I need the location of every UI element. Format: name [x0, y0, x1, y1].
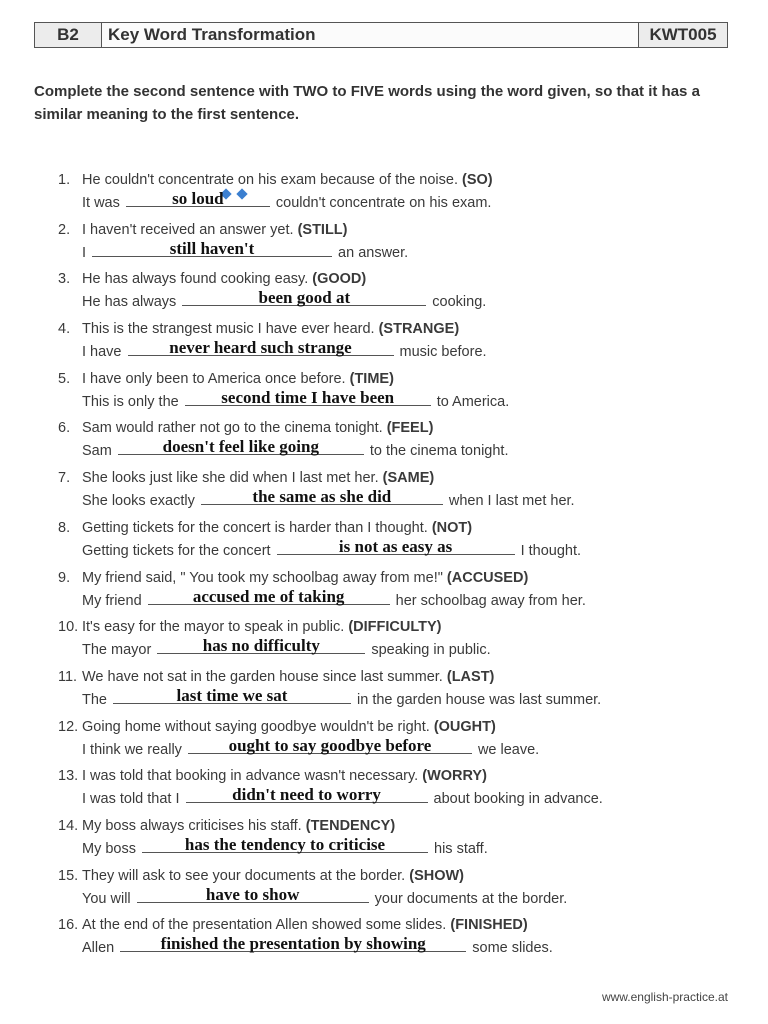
exercise-item	[58, 568, 748, 618]
keyword: (STRANGE)	[378, 321, 460, 338]
item-number: 16.	[58, 917, 79, 934]
sentence-start: This is only the	[82, 393, 179, 410]
answer-blank[interactable]	[185, 387, 431, 407]
sentence-start: I think we really	[82, 741, 182, 758]
footer-url: www.english-practice.at	[601, 990, 728, 1004]
sentence-text: They will ask to see your documents at the border.	[82, 867, 406, 884]
item-number: 3.	[58, 271, 71, 288]
keyword: (STILL)	[297, 221, 348, 238]
handwritten-answer: second time I have been	[221, 387, 395, 407]
answer-blank[interactable]	[118, 439, 364, 455]
sentence-start: I was told that I	[82, 791, 180, 808]
worksheet-title: Key Word Transformation	[102, 23, 639, 47]
sentence-end: her schoolbag away from her.	[395, 592, 586, 609]
exercise-item	[58, 468, 748, 518]
sentence-start: I	[82, 244, 87, 261]
item-number: 5.	[58, 370, 71, 387]
transformed-sentence	[58, 586, 748, 612]
item-number: 4.	[58, 321, 71, 338]
transformed-sentence	[58, 489, 748, 512]
sentence-text: At the end of the presentation Allen showed some slides.	[82, 917, 447, 934]
sentence-text: This is the strangest music I have ever heard.	[82, 321, 375, 338]
sentence-end: to America.	[436, 393, 510, 410]
sentence-end: some slides.	[472, 940, 553, 957]
sentence-start: You will	[82, 890, 131, 907]
answer-blank[interactable]	[182, 290, 426, 306]
transformed-sentence	[58, 936, 748, 959]
sentence-text: She looks just like she did when I last met her.	[82, 470, 379, 487]
answer-blank[interactable]	[113, 685, 351, 705]
handwritten-answer: ought to say goodbye before	[228, 735, 432, 755]
handwritten-answer: has the tendency to criticise	[184, 834, 386, 854]
item-number: 10.	[58, 619, 79, 636]
keyword: (FEEL)	[386, 420, 434, 437]
sentence-text: He couldn't concentrate on his exam because of the noise.	[82, 172, 458, 188]
handwritten-answer: doesn't feel like going	[162, 437, 319, 457]
keyword: (DIFFICULTY)	[348, 619, 442, 636]
item-number: 12.	[58, 718, 79, 735]
exercise-item	[58, 369, 748, 419]
keyword: (WORRY)	[422, 768, 487, 785]
sentence-start: My friend	[82, 592, 142, 609]
exercise-item	[58, 518, 748, 568]
transformed-sentence	[58, 387, 748, 413]
exercise-list	[58, 170, 748, 965]
sentence-start: Sam	[82, 443, 112, 460]
transformed-sentence	[58, 735, 748, 761]
handwritten-answer: never heard such strange	[169, 338, 352, 358]
answer-blank[interactable]	[92, 238, 332, 258]
answer-blank[interactable]	[128, 340, 394, 356]
sentence-start: Allen	[82, 940, 115, 957]
item-number: 11.	[58, 668, 78, 685]
handwritten-answer: finished the presentation by showing	[160, 934, 426, 954]
item-number: 2.	[58, 221, 71, 238]
sentence-end: speaking in public.	[371, 642, 491, 659]
exercise-item	[58, 617, 748, 667]
transformed-sentence	[58, 685, 748, 711]
sentence-end: when I last met her.	[448, 493, 575, 510]
keyword: (SO)	[462, 172, 493, 188]
sentence-text: Sam would rather not go to the cinema tonight.	[82, 420, 383, 437]
answer-blank[interactable]	[148, 586, 390, 606]
item-number: 7.	[58, 470, 71, 487]
sentence-start: He has always	[82, 294, 177, 311]
sentence-end: we leave.	[477, 741, 540, 758]
sentence-text: He has always found cooking easy.	[82, 271, 309, 288]
exercise-item	[58, 866, 748, 916]
handwritten-answer: has no difficulty	[202, 636, 320, 656]
item-number: 6.	[58, 420, 71, 437]
item-number: 15.	[58, 867, 79, 884]
sentence-text: I have only been to America once before.	[82, 370, 346, 387]
keyword: (TIME)	[349, 370, 394, 387]
sentence-end: an answer.	[338, 244, 409, 261]
answer-blank[interactable]	[157, 638, 365, 654]
transformed-sentence	[58, 884, 748, 910]
handwritten-answer: the same as she did	[252, 487, 392, 507]
level-label: B2	[35, 23, 102, 47]
keyword: (LAST)	[446, 668, 495, 685]
exercise-item	[58, 766, 748, 816]
sentence-end: your documents at the border.	[374, 890, 568, 907]
sentence-text: We have not sat in the garden house since last summer.	[82, 668, 443, 685]
handwritten-answer: still haven't	[169, 238, 255, 258]
item-number: 13.	[58, 768, 79, 785]
item-number: 1.	[58, 172, 71, 188]
keyword: (ACCUSED)	[446, 569, 529, 586]
keyword: (SHOW)	[409, 867, 464, 884]
sentence-text: I was told that booking in advance wasn't necessary.	[82, 768, 419, 785]
transformed-sentence	[58, 834, 748, 860]
worksheet-header	[34, 22, 728, 48]
answer-blank[interactable]	[120, 936, 466, 952]
transformed-sentence	[58, 536, 748, 562]
exercise-item	[58, 667, 748, 717]
answer-blank[interactable]	[188, 735, 472, 755]
exercise-item	[58, 220, 748, 270]
sentence-text: Getting tickets for the concert is harder than I thought.	[82, 519, 428, 536]
sentence-text: It's easy for the mayor to speak in public.	[82, 619, 345, 636]
sentence-end: in the garden house was last summer.	[357, 691, 602, 708]
handwritten-answer: been good at	[258, 288, 351, 308]
sentence-start: I have	[82, 344, 122, 361]
handwritten-answer: is not as easy as	[338, 536, 453, 556]
answer-blank[interactable]	[201, 489, 443, 505]
sentence-start: It was	[82, 195, 120, 211]
sentence-end: couldn't concentrate on his exam.	[275, 195, 492, 211]
sentence-end: about booking in advance.	[433, 791, 603, 808]
exercise-item	[58, 170, 748, 220]
answer-blank[interactable]	[186, 787, 428, 803]
handwritten-answer: last time we sat	[176, 685, 288, 705]
sentence-start: Getting tickets for the concert	[82, 542, 271, 559]
worksheet-code: KWT005	[649, 25, 717, 44]
answer-blank[interactable]	[137, 884, 369, 904]
answer-blank[interactable]	[126, 191, 270, 207]
transformed-sentence	[58, 191, 748, 214]
sentence-end: to the cinema tonight.	[369, 443, 509, 460]
sentence-end: cooking.	[432, 294, 487, 311]
handwritten-answer: have to show	[205, 884, 300, 904]
sentence-end: his staff.	[434, 840, 488, 857]
sentence-end: I thought.	[520, 542, 582, 559]
transformed-sentence	[58, 238, 748, 264]
exercise-item	[58, 319, 748, 369]
exercise-item	[58, 717, 748, 767]
exercise-item	[58, 269, 748, 319]
transformed-sentence	[58, 638, 748, 661]
exercise-item	[58, 816, 748, 866]
handwritten-answer: so loud	[172, 189, 224, 208]
keyword: (OUGHT)	[433, 718, 496, 735]
sentence-start: My boss	[82, 840, 136, 857]
exercise-item	[58, 418, 748, 468]
sentence-start: She looks exactly	[82, 493, 195, 510]
handwritten-answer: didn't need to worry	[232, 785, 381, 805]
sentence-text: Going home without saying goodbye wouldn't be right.	[82, 718, 430, 735]
keyword: (NOT)	[431, 519, 473, 536]
answer-blank[interactable]	[277, 536, 515, 556]
exercise-item	[58, 915, 748, 965]
instructions: Complete the second sentence with TWO to FIVE words using the word given, so that it has a similar meaning to the first sentence.	[34, 83, 700, 123]
keyword: (FINISHED)	[450, 917, 528, 934]
handwritten-answer: accused me of taking	[192, 586, 345, 606]
transformed-sentence	[58, 439, 748, 462]
sentence-text: My friend said, " You took my schoolbag away from me!"	[82, 569, 443, 586]
answer-blank[interactable]	[142, 834, 428, 854]
keyword: (TENDENCY)	[305, 817, 396, 834]
item-number: 14.	[58, 817, 79, 834]
item-number: 8.	[58, 519, 71, 536]
transformed-sentence	[58, 787, 748, 810]
transformed-sentence	[58, 290, 748, 313]
item-number: 9.	[58, 569, 71, 586]
sentence-text: I haven't received an answer yet.	[82, 221, 294, 238]
keyword: (SAME)	[382, 470, 435, 487]
sentence-text: My boss always criticises his staff.	[82, 817, 302, 834]
keyword: (GOOD)	[312, 271, 367, 288]
sentence-end: music before.	[399, 344, 487, 361]
sentence-start: The mayor	[82, 642, 152, 659]
transformed-sentence	[58, 340, 748, 363]
sentence-start: The	[82, 691, 107, 708]
